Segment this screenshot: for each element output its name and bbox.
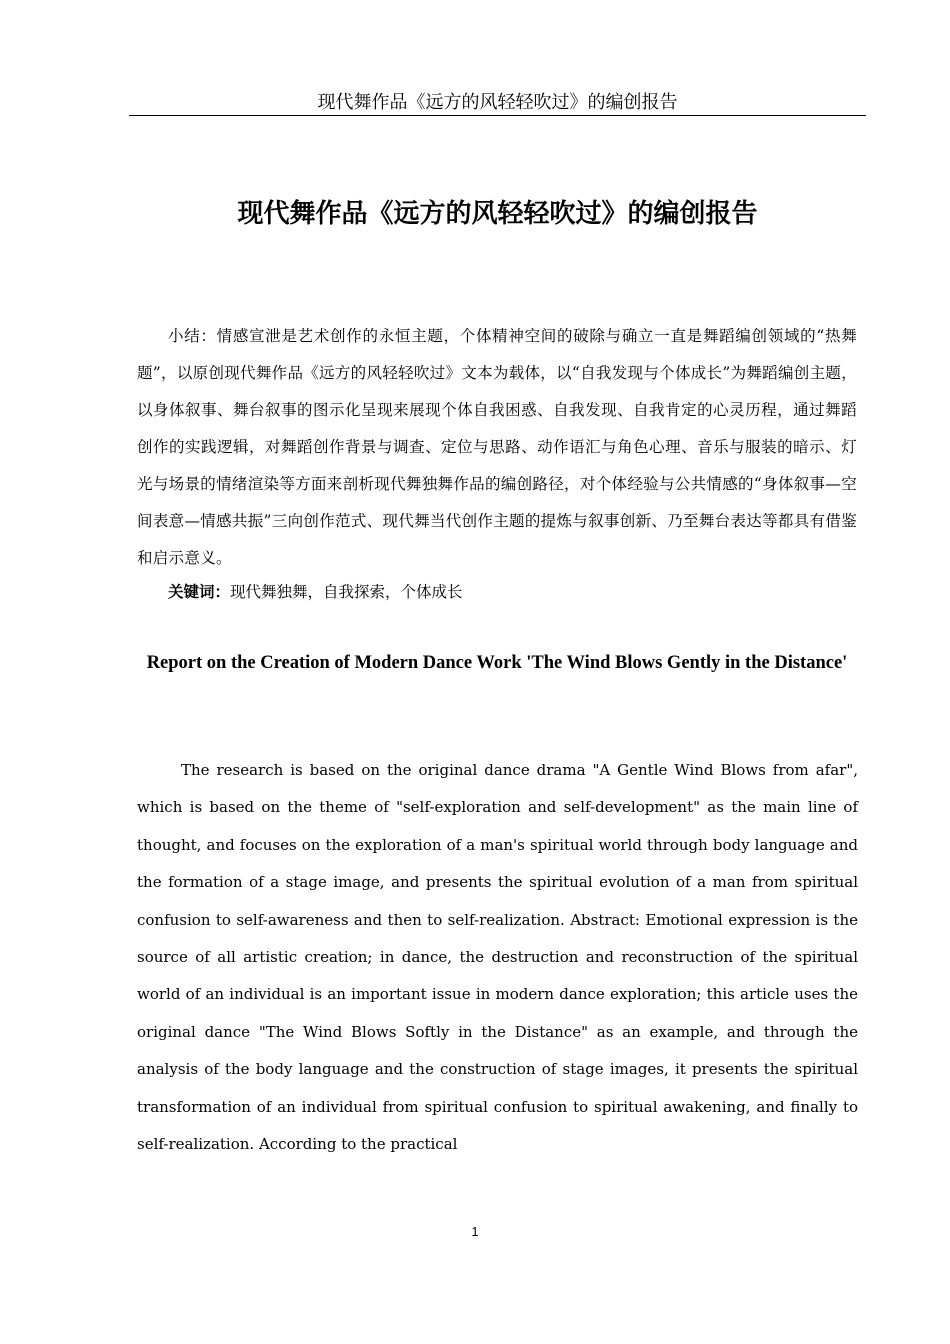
english-title: Report on the Creation of Modern Dance Work 'The Wind Blows Gently in the Distance' <box>146 653 848 673</box>
chinese-abstract: 小结：情感宣泄是艺术创作的永恒主题，个体精神空间的破除与确立一直是舞蹈编创领域的“热舞题”，以原创现代舞作品《远方的风轻轻吹过》文本为载体，以“自我发现与个体成长”为舞蹈编创主题，以身体叙事、舞台叙事的图示化呈现来展现个体自我困惑、自我发现、自我肯定的心灵历程，通过舞蹈创作的实践逻辑，对舞蹈创作背景与调查、定位与思路、动作语汇与角色心理、音乐与服装的暗示、灯光与场景的情绪渲染等方面来剖析现代舞独舞作品的编创路径，对个体经验与公共情感的“身体叙事—空间表意—情感共振”三向创作范式、现代舞当代创作主题的提炼与叙事创新、乃至舞台表达等都具有借鉴和启示意义。 <box>137 327 857 567</box>
keywords-label: 关键词： <box>168 582 231 601</box>
chinese-keywords <box>168 578 858 606</box>
document-title: 现代舞作品《远方的风轻轻吹过》的编创报告 <box>237 199 758 229</box>
page-number: 1 <box>471 1224 479 1239</box>
header-rule <box>129 115 866 116</box>
english-abstract: The research is based on the original dance drama "A Gentle Wind Blows from afar", which is based on the theme of "self-exploration and self-development" as the main line of thought, and focuses on the exploration of a man's spiritual world through body language and the formation of a stage image, and presents the spiritual evolution of a man from spiritual confusion to self-awareness and then to self-realization. Abstract: Emotional expression is the source of all artistic creation; in dance, the destruction and reconstruction of the spiritual world of an individual is an important issue in modern dance exploration; this article uses the original dance "The Wind Blows Softly in the Distance" as an example, and through the analysis of the body language and the construction of stage images, it presents the spiritual transformation of an individual from spiritual confusion to spiritual awakening, and finally to self-realization. According to the practical <box>137 761 858 1154</box>
keywords-text: 现代舞独舞，自我探索，个体成长 <box>230 583 463 601</box>
running-header: 现代舞作品《远方的风轻轻吹过》的编创报告 <box>317 92 678 113</box>
